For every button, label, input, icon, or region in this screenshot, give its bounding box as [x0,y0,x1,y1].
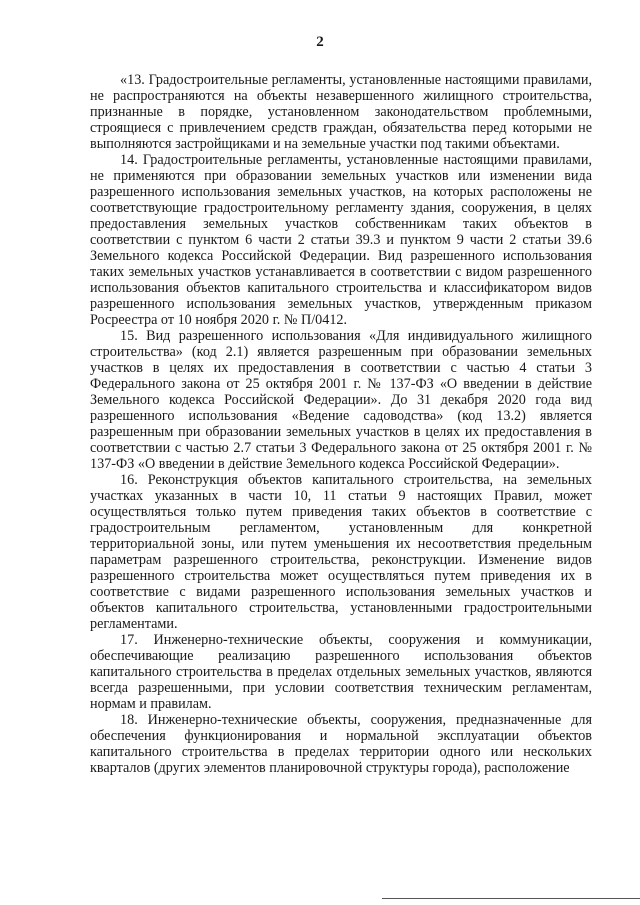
paragraph-16: 16. Реконструкция объектов капитального строительства, на земельных участках указанных в части 10, 11 статьи 9 настоящих Правил, может осуществляться только путем приведения таких объектов в соответствие с градостроительным регламентом, установленным для конкретной территориальной зоны, или путем уменьшения их несоответствия предельным параметрам разрешенного строительства, реконструкции. Изменение видов разрешенного строительства может осуществляться путем приведения их в соответствие с видами разрешенного использования земельных участков и объектов капитального строительства, установленными градостроительными регламентами. [90,472,592,632]
paragraph-14: 14. Градостроительные регламенты, установленные настоящими правилами, не применяются при образовании земельных участков или изменении вида разрешенного использования земельных участков, на которых расположены не соответствующие градостроительному регламенту здания, сооружения, в целях предоставления земельных участков собственникам таких объектов в соответствии с пунктом 6 части 2 статьи 39.3 и пунктом 9 части 2 статьи 39.6 Земельного кодекса Российской Федерации. Вид разрешенного использования таких земельных участков устанавливается в соответствии с видом разрешенного использования объектов капитального строительства и классификатором видов разрешенного использования земельных участков, утвержденным приказом Росреестра от 10 ноября 2020 г. № П/0412. [90,152,592,328]
paragraph-17: 17. Инженерно-технические объекты, сооружения и коммуникации, обеспечивающие реализацию разрешенного использования объектов капитального строительства в пределах отдельных земельных участков, являются всегда разрешенными, при условии соответствия техническим регламентам, нормам и правилам. [90,632,592,712]
page-number: 2 [316,34,324,50]
document-body [90,72,592,776]
paragraph-15: 15. Вид разрешенного использования «Для индивидуального жилищного строительства» (код 2.1) является разрешенным при образовании земельных участков в целях их предоставления в соответствии с частью 4 статьи 3 Федерального закона от 25 октября 2001 г. № 137-ФЗ «О введении в действие Земельного кодекса Российской Федерации». До 31 декабря 2020 года вид разрешенного использования «Ведение садоводства» (код 13.2) является разрешенным при образовании земельных участков в целях их предоставления в соответствии с частью 2.7 статьи 3 Федерального закона от 25 октября 2001 г. № 137-ФЗ «О введении в действие Земельного кодекса Российской Федерации». [90,328,592,472]
page-bottom-edge-line [382,898,640,899]
paragraph-13: «13. Градостроительные регламенты, установленные настоящими правилами, не распространяются на объекты незавершенного жилищного строительства, признанные в порядке, установленном законодательством проблемными, строящиеся с привлечением средств граждан, обязательства перед которыми не выполняются застройщиками и на земельные участки под такими объектами. [90,72,592,152]
paragraph-18: 18. Инженерно-технические объекты, сооружения, предназначенные для обеспечения функционирования и нормальной эксплуатации объектов капитального строительства в пределах территории одного или нескольких кварталов (других элементов планировочной структуры города), расположение [90,712,592,776]
